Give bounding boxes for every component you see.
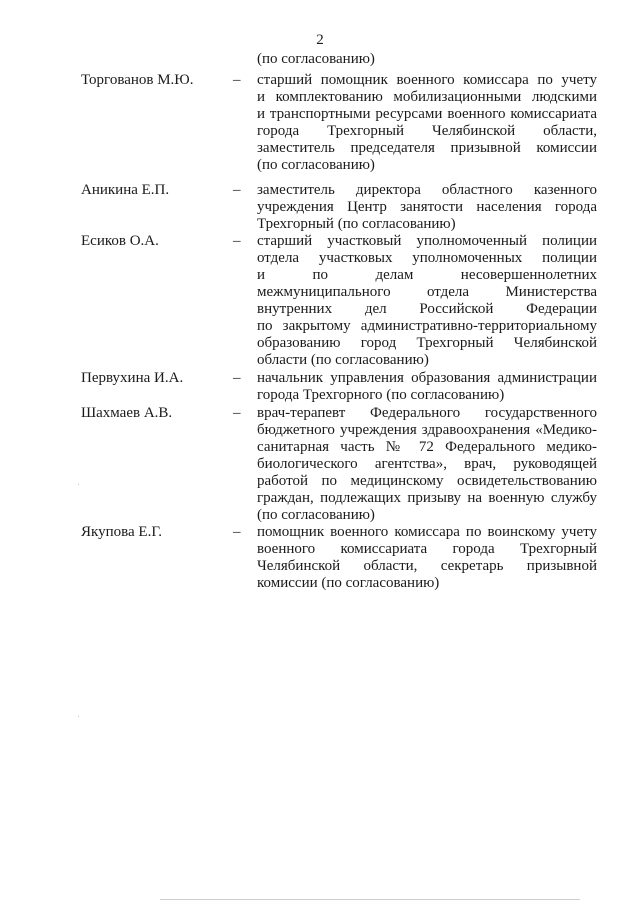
member-position bbox=[257, 370, 597, 404]
member-position bbox=[257, 72, 597, 174]
position-line: биологического агентства», врач, руководящей bbox=[257, 456, 597, 472]
position-line: и комплектованию мобилизационными людскими bbox=[257, 89, 597, 105]
position-line: работой по медицинскому освидетельствованию bbox=[257, 473, 597, 489]
position-line: заместитель председателя призывной комиссии bbox=[257, 140, 597, 156]
position-line: внутренних дел Российской Федерации bbox=[257, 301, 597, 317]
entry-dash: – bbox=[233, 233, 241, 249]
position-line: по закрытому административно-территориальному bbox=[257, 318, 597, 334]
entry-dash: – bbox=[233, 182, 241, 198]
footer-scan-line bbox=[160, 899, 580, 900]
position-line: помощник военного комиссара по воинскому учету bbox=[257, 524, 597, 540]
position-line: комиссии (по согласованию) bbox=[257, 575, 440, 591]
entry-dash: – bbox=[233, 524, 241, 540]
position-line: учреждения Центр занятости населения города bbox=[257, 199, 597, 215]
position-line: города Трехгорный Челябинской области, bbox=[257, 123, 597, 139]
member-name: Якупова Е.Г. bbox=[81, 524, 163, 540]
member-name: Торгованов М.Ю. bbox=[81, 72, 194, 88]
scan-speck bbox=[78, 484, 79, 485]
position-line: заместитель директора областного казенного bbox=[257, 182, 597, 198]
position-line: области (по согласованию) bbox=[257, 352, 429, 368]
position-line: старший участковый уполномоченный полиции bbox=[257, 233, 597, 249]
member-name: Шахмаев А.В. bbox=[81, 405, 173, 421]
member-name: Аникина Е.П. bbox=[81, 182, 170, 198]
position-line: санитарная часть № 72 Федерального медико- bbox=[257, 439, 597, 455]
entry-dash: – bbox=[233, 72, 241, 88]
member-position bbox=[257, 405, 597, 524]
position-line: (по согласованию) bbox=[257, 507, 375, 523]
position-line: граждан, подлежащих призыву на военную службу bbox=[257, 490, 597, 506]
member-position bbox=[257, 182, 597, 233]
position-line: и транспортными ресурсами военного комиссариата bbox=[257, 106, 597, 122]
member-name: Первухина И.А. bbox=[81, 370, 184, 386]
position-line: (по согласованию) bbox=[257, 157, 375, 173]
position-line: отдела участковых уполномоченных полиции bbox=[257, 250, 597, 266]
page-number: 2 bbox=[316, 32, 324, 48]
position-line: Челябинской области, секретарь призывной bbox=[257, 558, 597, 574]
carried-over-note: (по согласованию) bbox=[257, 51, 375, 67]
position-line: старший помощник военного комиссара по учету bbox=[257, 72, 597, 88]
position-line: бюджетного учреждения здравоохранения «Медико- bbox=[257, 422, 597, 438]
entry-dash: – bbox=[233, 405, 241, 421]
scan-speck bbox=[78, 716, 79, 717]
position-line: начальник управления образования администрации bbox=[257, 370, 597, 386]
position-line: межмуниципального отдела Министерства bbox=[257, 284, 597, 300]
member-position bbox=[257, 524, 597, 592]
position-line: врач-терапевт Федерального государственного bbox=[257, 405, 597, 421]
member-position bbox=[257, 233, 597, 369]
position-line: города Трехгорного (по согласованию) bbox=[257, 387, 505, 403]
position-line: военного комиссариата города Трехгорный bbox=[257, 541, 597, 557]
member-name: Есиков О.А. bbox=[81, 233, 159, 249]
entry-dash: – bbox=[233, 370, 241, 386]
position-line: и по делам несовершеннолетних bbox=[257, 267, 597, 283]
position-line: Трехгорный (по согласованию) bbox=[257, 216, 456, 232]
position-line: образованию город Трехгорный Челябинской bbox=[257, 335, 597, 351]
